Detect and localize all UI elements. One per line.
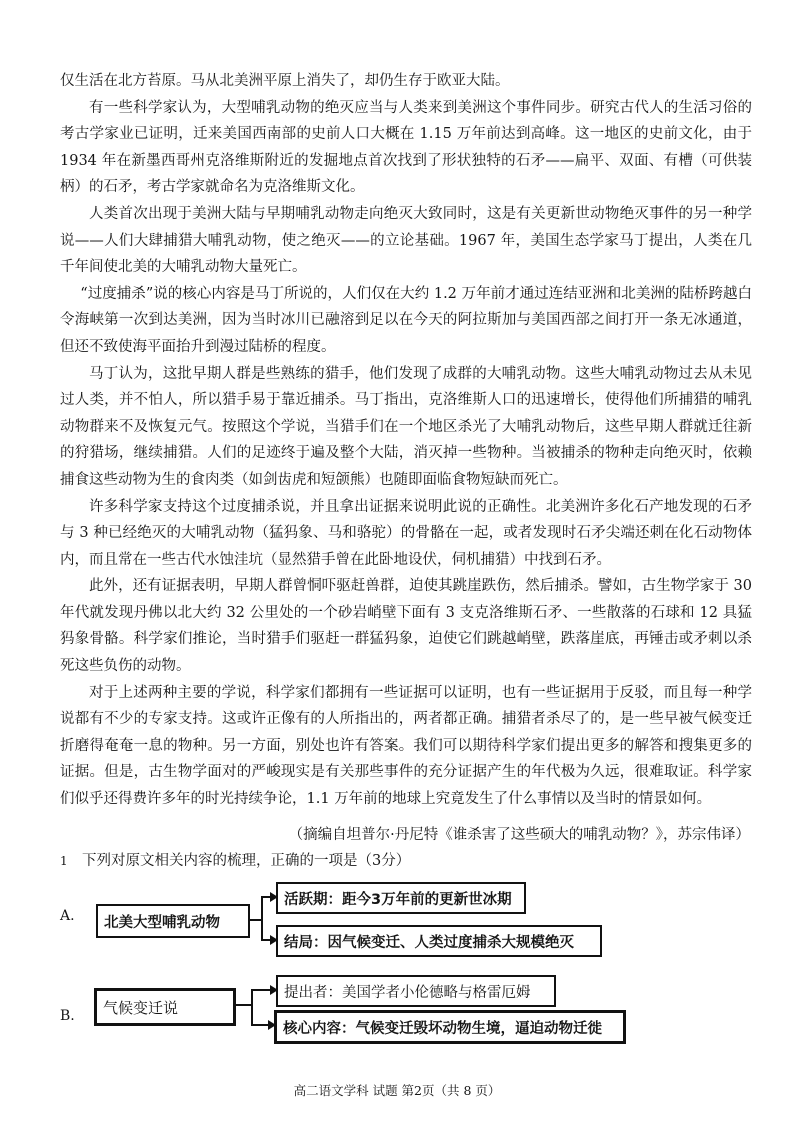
option-b-connector-top <box>236 990 270 1005</box>
option-a-connector-top <box>250 897 270 920</box>
paragraph-2: 有一些科学家认为，大型哺乳动物的绝灭应当与人类来到美洲这个事件同步。研究古代人的生活习俗的考古学家业已证明，迁来美国西南部的史前人口大概在 1.15 万年前达到高峰。这一地区的史前文化，由于 1934 年在新墨西哥州克洛维斯附近的发掘地点首次找到了形状独特的石矛——扁平、双面、有槽（可供装柄）的石矛，考古学家就命名为克洛维斯文化。 <box>60 99 752 196</box>
paragraph-8: 对于上述两种主要的学说，科学家们都拥有一些证据可以证明，也有一些证据用于反驳，而且每一种学说都有不少的专家支持。这或许正像有的人所指出的，两者都正确。捕猎者杀尽了的，是一些早被气候变迁折磨得奄奄一息的物种。另一方面，别处也许有答案。我们可以期待科学家们提出更多的解答和搜集更多的证据。但是，古生物学面对的严峻现实是有关那些事件的充分证据产生的年代极为久远，很难取证。科学家们似乎还得费许多年的时光持续争论，1.1 万年前的地球上究竟发生了什么事情以及当时的情景如何。 <box>60 684 752 808</box>
article-source: （摘编自坦普尔·丹尼特《谁杀害了这些硕大的哺乳动物？》，苏宗伟译） <box>288 827 750 843</box>
paragraph-6: 许多科学家支持这个过度捕杀说，并且拿出证据来说明此说的正确性。北美洲许多化石产地发现的石矛与 3 种已经绝灭的大哺乳动物（猛犸象、马和骆驼）的骨骼在一起，或者发现时石矛尖端还刺在化石动物体内，而且常在一些古代水蚀洼坑（显然猎手曾在此卧地设伏，伺机捕猎）中找到石矛。 <box>60 498 752 568</box>
option-b-branch-2: 核心内容：气候变迁毁坏动物生境，逼迫动物迁徙 <box>274 1010 626 1044</box>
option-b-branch-1: 提出者：美国学者小伦德略与格雷厄姆 <box>276 975 556 1007</box>
option-a-letter: A. <box>60 908 75 924</box>
paragraph-7: 此外，还有证据表明，早期人群曾恫吓驱赶兽群，迫使其跳崖跌伤，然后捕杀。譬如，古生物学家于 30 年代就发现丹佛以北大约 32 公里处的一个砂岩峭壁下面有 3 支克洛维斯石矛、一些散落的石球和 12 具猛犸象骨骼。科学家们推论，当时猎手们驱赶一群猛犸象，迫使它们跳越峭壁，跌落崖底，再锤击或矛刺以杀死这些负伤的动物。 <box>60 578 752 675</box>
option-a-branch-1: 活跃期：距今3万年前的更新世冰期 <box>276 882 526 914</box>
option-b-letter: B. <box>60 1008 75 1024</box>
question-text: 下列对原文相关内容的梳理，正确的一项是（3分） <box>82 853 411 869</box>
option-a-branch-2: 结局：因气候变迁、人类过度捕杀大规模绝灭 <box>276 925 602 957</box>
paragraph-1: 仅生活在北方苔原。马从北美洲平原上消失了，却仍生存于欧亚大陆。 <box>60 73 510 89</box>
paragraph-4: “过度捕杀”说的核心内容是马丁所说的，人们仅在大约 1.2 万年前才通过连结亚洲和北美洲的陆桥跨越白令海峡第一次到达美洲，因为当时冰川已融溶到足以在今天的阿拉斯加与美国西部之间打开一条无冰通道，但还不致使海平面抬升到漫过陆桥的程度。 <box>60 285 752 355</box>
option-b-main-box: 气候变迁说 <box>94 988 236 1026</box>
paragraph-3: 人类首次出现于美洲大陆与早期哺乳动物走向绝灭大致同时，这是有关更新世动物绝灭事件的另一种学说——人们大肆捕猎大哺乳动物，使之绝灭——的立论基础。1967 年，美国生态学家马丁提出，人类在几千年间使北美的大哺乳动物大量死亡。 <box>60 205 752 276</box>
question-number: 1 <box>60 854 68 868</box>
page-footer: 高二语文学科 试题 第2页（共 8 页） <box>293 1083 501 1098</box>
option-a-connector-bottom <box>262 920 270 940</box>
option-b-connector-bottom <box>252 1005 268 1025</box>
option-a-main-box: 北美大型哺乳动物 <box>96 904 250 938</box>
paragraph-5: 马丁认为，这批早期人群是些熟练的猎手，他们发现了成群的大哺乳动物。这些大哺乳动物过去从未见过人类，并不怕人，所以猎手易于靠近捕杀。马丁指出，克洛维斯人口的迅速增长，使得他们所捕猎的哺乳动物群来不及恢复元气。按照这个学说，当猎手们在一个地区杀光了大哺乳动物后，这些早期人群就迁往新的狩猎场，继续捕猎。人们的足迹终于遍及整个大陆，消灭掉一些物种。当被捕杀的物种走向绝灭时，依赖捕食这些动物为生的食肉类（如剑齿虎和短颌熊）也随即面临食物短缺而死亡。 <box>60 365 752 488</box>
